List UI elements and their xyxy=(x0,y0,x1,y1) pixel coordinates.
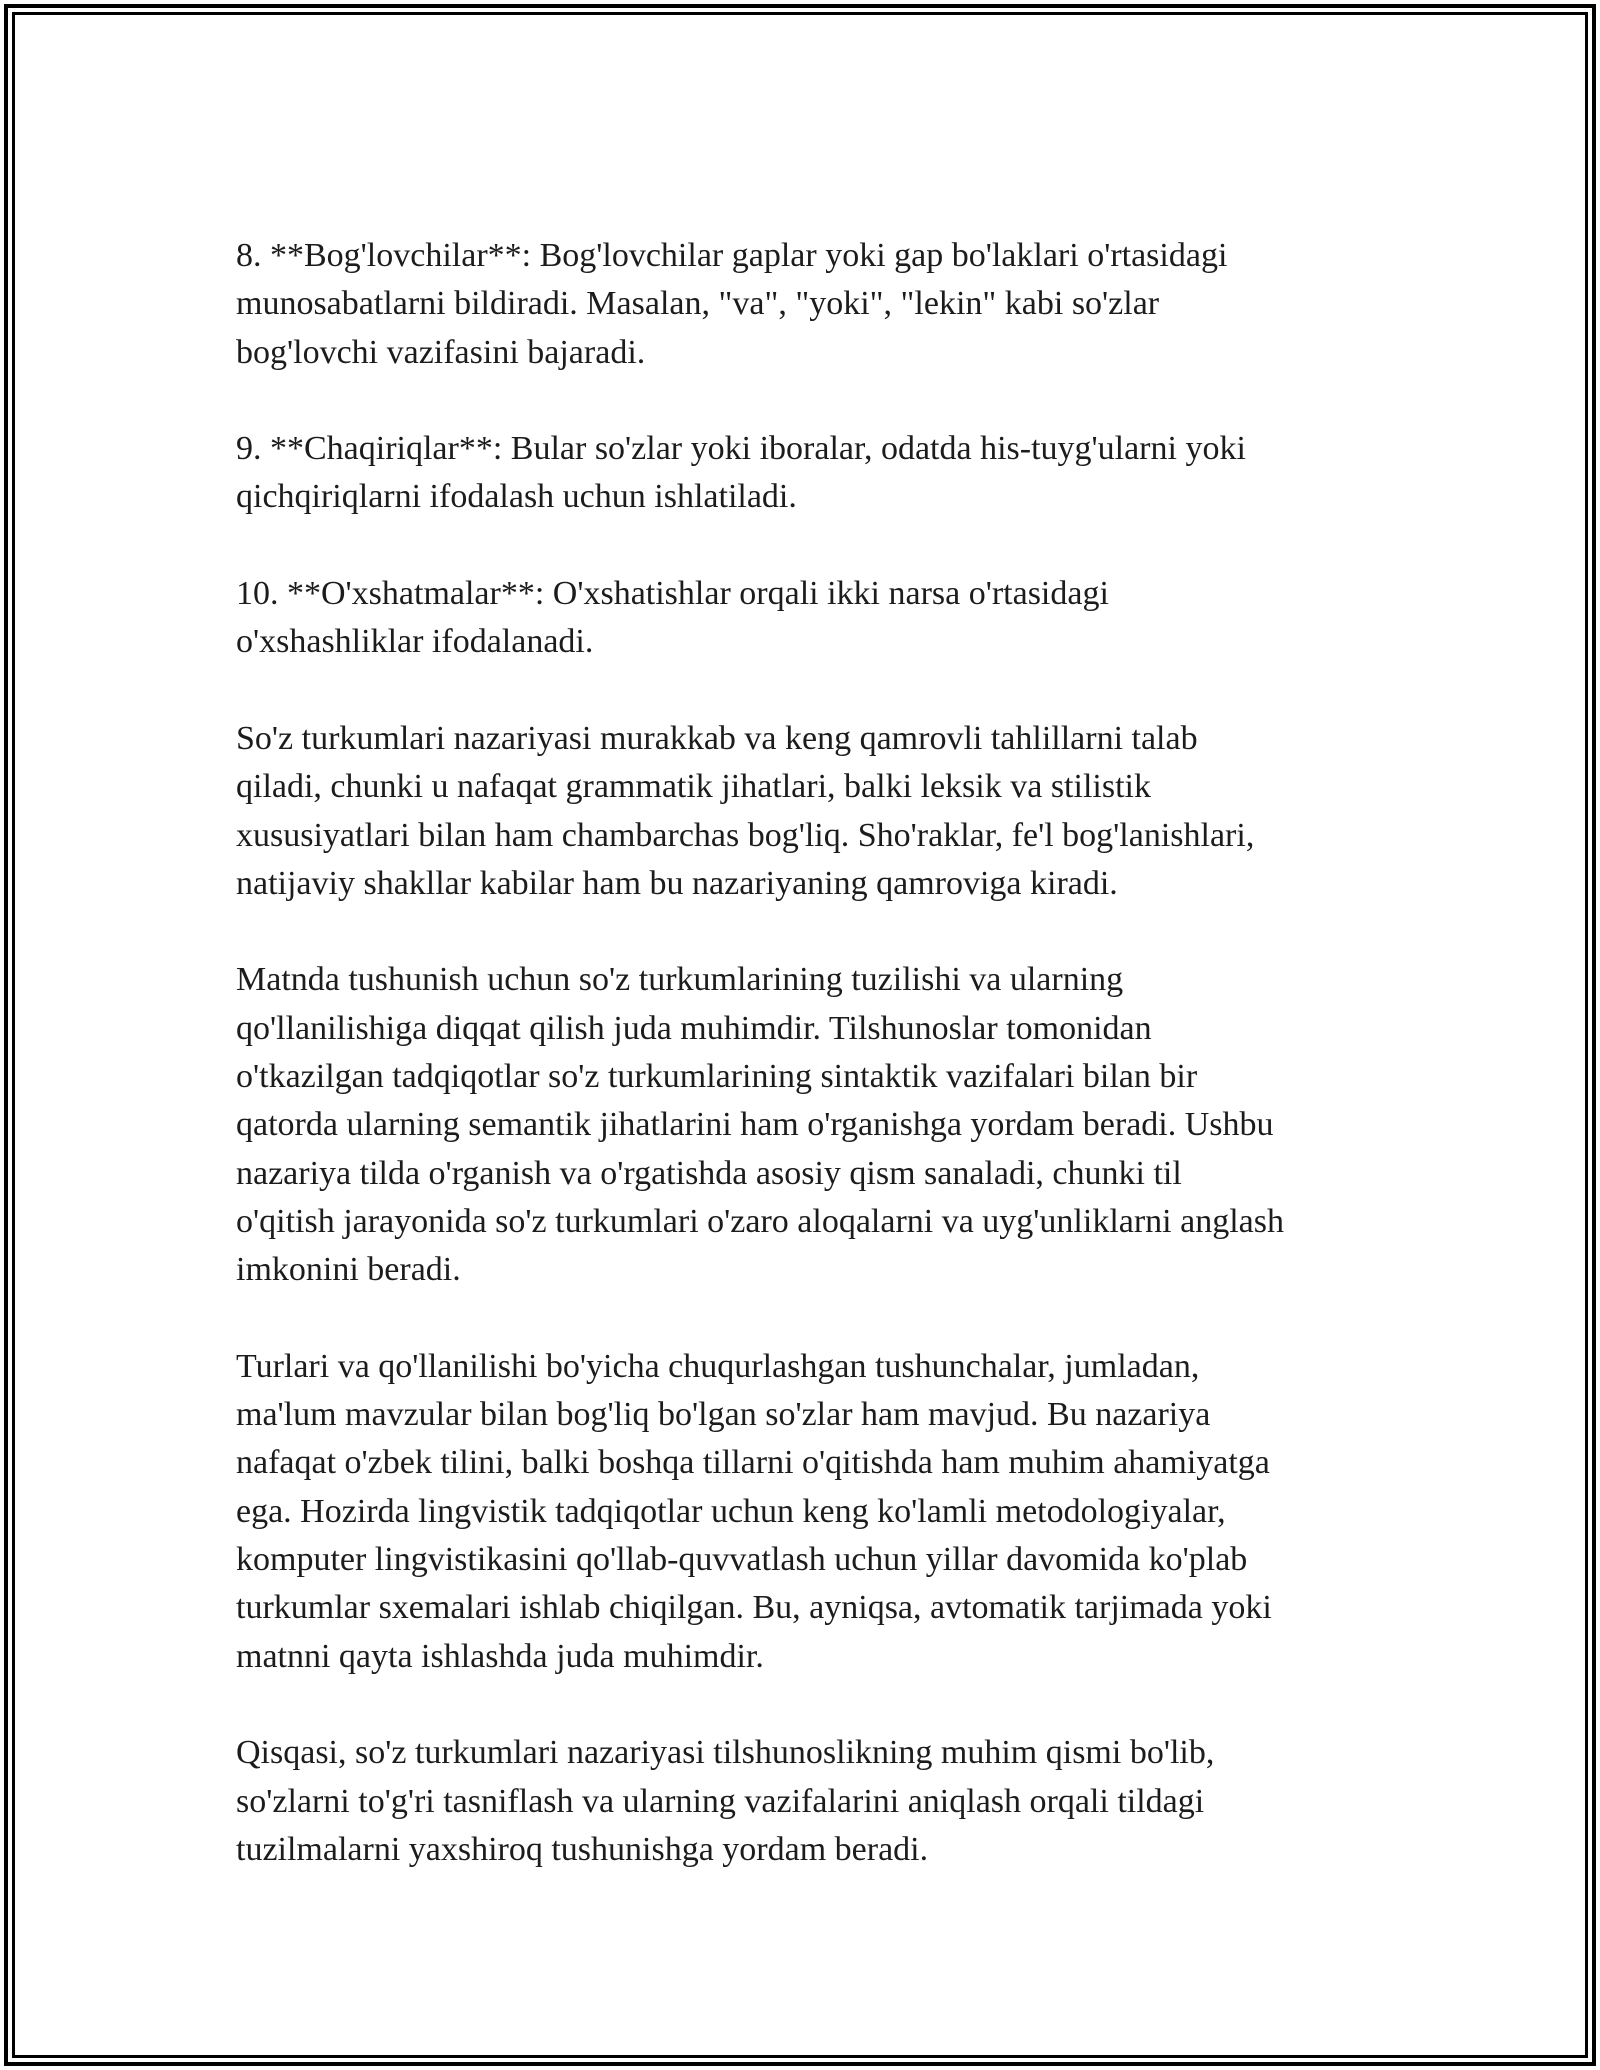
text-line: matnni qayta ishlashda juda muhimdir. xyxy=(236,1637,764,1675)
text-line: komputer lingvistikasini qo'llab-quvvatlash uchun yillar davomida ko'plab xyxy=(236,1541,1248,1579)
text-line: Qisqasi, so'z turkumlari nazariyasi tilshunoslikning muhim qismi bo'lib, xyxy=(236,1734,1215,1772)
text-line: qatorda ularning semantik jihatlarini ham o'rganishga yordam beradi. Ushbu xyxy=(236,1106,1274,1144)
text-line: o'tkazilgan tadqiqotlar so'z turkumlarining sintaktik vazifalari bilan bir xyxy=(236,1058,1198,1096)
paragraph-similes xyxy=(236,570,1386,667)
text-line: nafaqat o'zbek tilini, balki boshqa tillarni o'qitishda ham muhim ahamiyatga xyxy=(236,1444,1270,1482)
text-line: qo'llanilishiga diqqat qilish juda muhimdir. Tilshunoslar tomonidan xyxy=(236,1009,1152,1047)
text-line: 10. **O'xshatmalar**: O'xshatishlar orqali ikki narsa o'rtasidagi xyxy=(236,575,1109,613)
paragraph-conjunctions xyxy=(236,232,1386,377)
paragraph-text-understanding xyxy=(236,956,1386,1294)
text-line: ma'lum mavzular bilan bog'liq bo'lgan so'zlar ham mavjud. Bu nazariya xyxy=(236,1396,1211,1434)
text-line: xususiyatlari bilan ham chambarchas bog'liq. Sho'raklar, fe'l bog'lanishlari, xyxy=(236,816,1255,854)
text-line: 8. **Bog'lovchilar**: Bog'lovchilar gaplar yoki gap bo'laklari o'rtasidagi xyxy=(236,237,1228,274)
paragraph-theory-scope xyxy=(236,715,1386,908)
text-line: turkumlar sxemalari ishlab chiqilgan. Bu, ayniqsa, avtomatik tarjimada yoki xyxy=(236,1589,1272,1627)
text-line: So'z turkumlari nazariyasi murakkab va keng qamrovli tahlillarni talab xyxy=(236,719,1198,757)
text-line: Matnda tushunish uchun so'z turkumlarining tuzilishi va ularning xyxy=(236,961,1124,999)
text-line: 9. **Chaqiriqlar**: Bular so'zlar yoki iboralar, odatda his-tuyg'ularni yoki xyxy=(236,430,1246,468)
text-line: imkonini beradi. xyxy=(236,1251,461,1289)
text-line: tuzilmalarni yaxshiroq tushunishga yordam beradi. xyxy=(236,1830,929,1868)
text-line: qiladi, chunki u nafaqat grammatik jihatlari, balki leksik va stilistik xyxy=(236,768,1151,806)
text-line: munosabatlarni bildiradi. Masalan, "va", "yoki", "lekin" kabi so'zlar xyxy=(236,285,1160,323)
text-line: bog'lovchi vazifasini bajaradi. xyxy=(236,333,646,371)
text-line: ega. Hozirda lingvistik tadqiqotlar uchun keng ko'lamli metodologiyalar, xyxy=(236,1492,1226,1530)
paragraph-types-usage xyxy=(236,1343,1386,1681)
paragraph-interjections xyxy=(236,425,1386,522)
document-body xyxy=(236,232,1386,1874)
paragraph-summary xyxy=(236,1729,1386,1874)
text-line: o'qitish jarayonida so'z turkumlari o'zaro aloqalarni va uyg'unliklarni anglash xyxy=(236,1202,1284,1240)
text-line: natijaviy shakllar kabilar ham bu nazariyaning qamroviga kiradi. xyxy=(236,864,1118,902)
text-line: Turlari va qo'llanilishi bo'yicha chuqurlashgan tushunchalar, jumladan, xyxy=(236,1347,1200,1385)
text-line: o'xshashliklar ifodalanadi. xyxy=(236,623,594,661)
text-line: so'zlarni to'g'ri tasniflash va ularning vazifalarini aniqlash orqali tildagi xyxy=(236,1782,1205,1820)
text-line: nazariya tilda o'rganish va o'rgatishda asosiy qism sanaladi, chunki til xyxy=(236,1154,1182,1192)
text-line: qichqiriqlarni ifodalash uchun ishlatiladi. xyxy=(236,478,797,516)
